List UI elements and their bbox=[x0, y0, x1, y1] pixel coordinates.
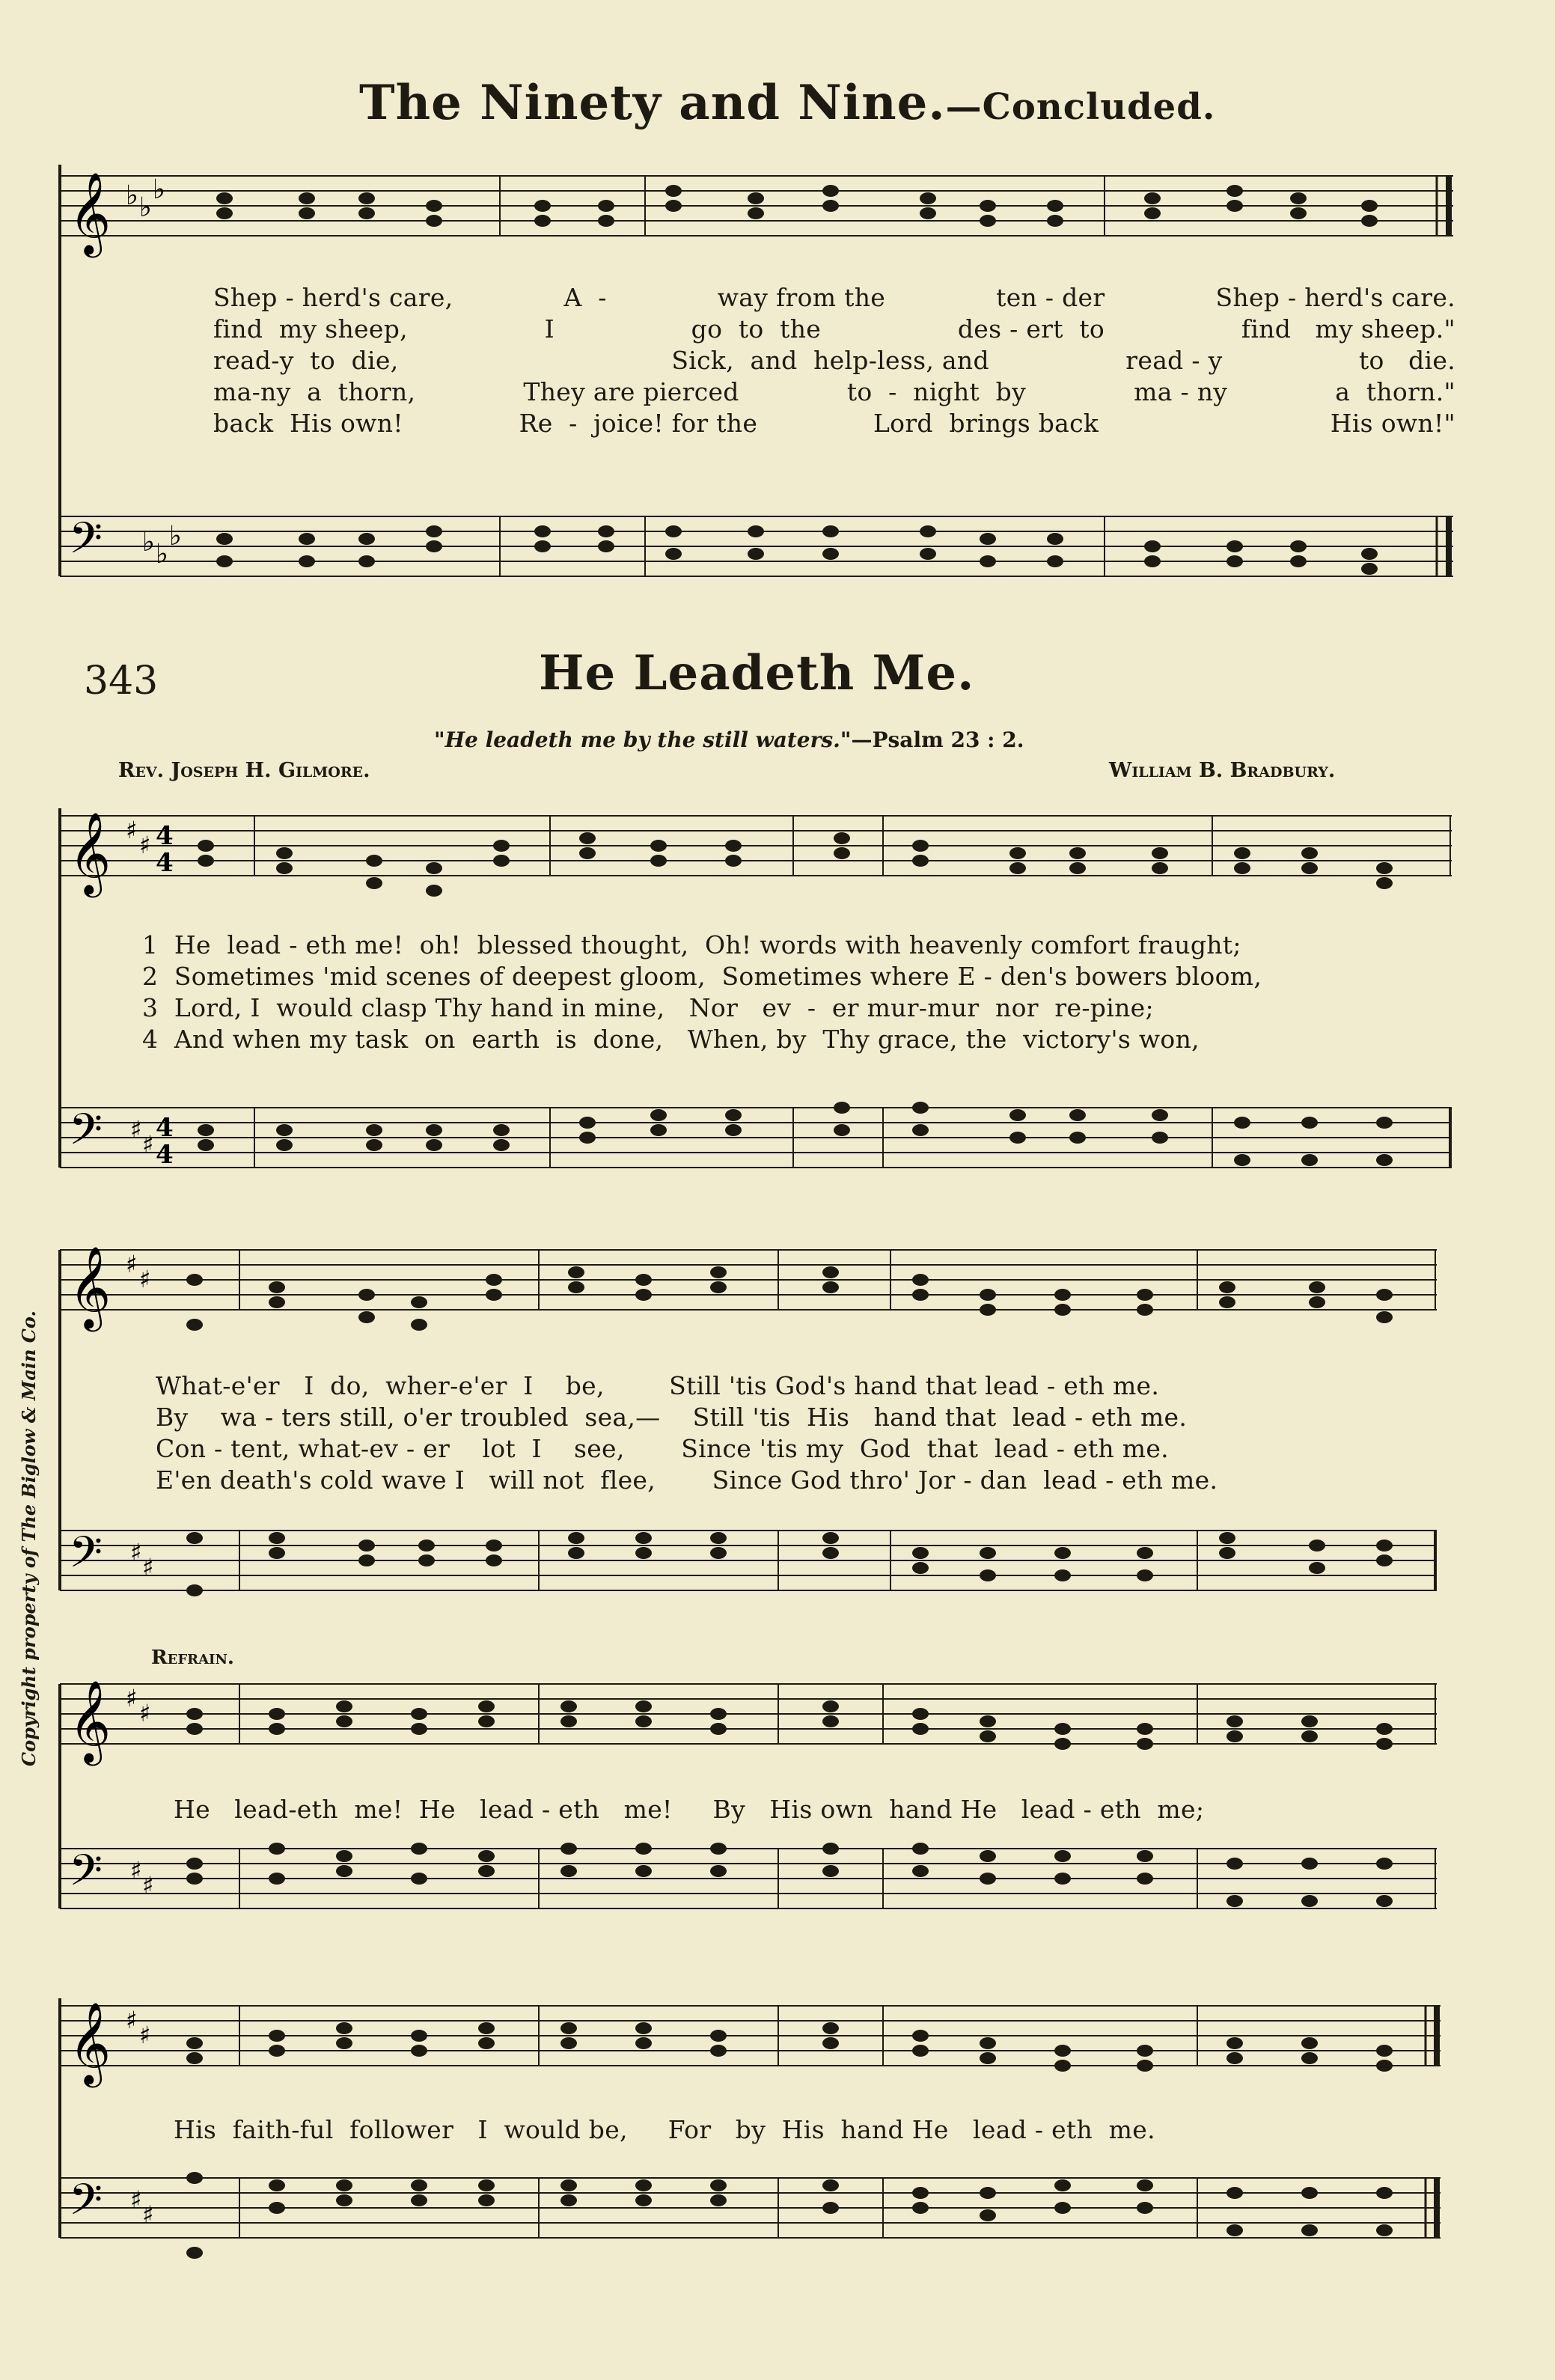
treble-staff-3 bbox=[0, 1242, 1555, 1332]
svg-text:♭: ♭ bbox=[142, 527, 155, 558]
lyric-line: Shep - herd's care, A - way from the ten - der Shep - herd's care. bbox=[213, 283, 1455, 312]
lyric-line: read-y to die, Sick, and help-less, and read - y to die. bbox=[213, 346, 1455, 375]
svg-text:𝄞: 𝄞 bbox=[69, 812, 111, 894]
svg-text:♭: ♭ bbox=[139, 192, 152, 223]
svg-text:♭: ♭ bbox=[169, 521, 182, 552]
svg-text:♯: ♯ bbox=[126, 1684, 138, 1712]
bass-staff-4 bbox=[0, 1841, 1555, 1931]
svg-text:♭: ♭ bbox=[156, 539, 168, 570]
svg-text:4: 4 bbox=[156, 848, 174, 878]
svg-text:𝄢: 𝄢 bbox=[69, 1104, 103, 1165]
verse-block-a bbox=[142, 930, 1262, 1056]
svg-text:♯: ♯ bbox=[130, 1856, 142, 1885]
svg-text:𝄢: 𝄢 bbox=[69, 1527, 103, 1588]
lyrics-block-1 bbox=[213, 283, 1455, 440]
svg-text:♯: ♯ bbox=[142, 1871, 154, 1900]
svg-text:♯: ♯ bbox=[139, 1699, 151, 1727]
svg-text:𝄞: 𝄞 bbox=[69, 2002, 111, 2084]
verse-line-1: 1 He lead - eth me! oh! blessed thought, Oh! words with heavenly comfort fraught; bbox=[142, 930, 1241, 959]
verse-line-2b: By wa - ters still, o'er troubled sea,— Still 'tis His hand that lead - eth me. bbox=[156, 1403, 1188, 1432]
svg-text:♯: ♯ bbox=[126, 2006, 138, 2034]
svg-text:𝄞: 𝄞 bbox=[69, 1680, 111, 1763]
hymn-title-he-leadeth-me: He Leadeth Me. bbox=[539, 645, 975, 701]
svg-text:4: 4 bbox=[156, 1113, 174, 1143]
verse-line-4b: E'en death's cold wave I will not flee, Since God thro' Jor - dan lead - eth me. bbox=[156, 1465, 1218, 1495]
refrain-line-2: His faith-ful follower I would be, For by His hand He lead - eth me. bbox=[174, 2115, 1155, 2144]
svg-text:♯: ♯ bbox=[130, 1538, 142, 1566]
composer-credit: William B. Bradbury. bbox=[1109, 759, 1336, 782]
hymn-number: 343 bbox=[84, 659, 159, 704]
svg-text:♯: ♯ bbox=[142, 1130, 154, 1159]
svg-text:♯: ♯ bbox=[139, 831, 151, 859]
svg-text:𝄢: 𝄢 bbox=[69, 2174, 103, 2236]
scripture-reference: —Psalm 23 : 2. bbox=[851, 727, 1024, 752]
svg-text:𝄢: 𝄢 bbox=[69, 1845, 103, 1906]
treble-staff-1 bbox=[0, 168, 1555, 258]
svg-text:♭: ♭ bbox=[153, 174, 165, 205]
copyright-text: Copyright property of The Biglow & Main Co. bbox=[18, 1310, 40, 1766]
refrain-line-1: He lead-eth me! He lead - eth me! By His own hand He lead - eth me; bbox=[174, 1795, 1205, 1824]
svg-text:♯: ♯ bbox=[130, 2185, 142, 2214]
svg-text:𝄞: 𝄞 bbox=[69, 172, 111, 254]
svg-text:♯: ♯ bbox=[126, 816, 138, 844]
verse-line-1b: What-e'er I do, wher-e'er I be, Still 'tis God's hand that lead - eth me. bbox=[156, 1371, 1160, 1400]
copyright-sidebar bbox=[18, 1310, 40, 1766]
treble-staff-2 bbox=[0, 808, 1555, 898]
title-suffix: —Concluded. bbox=[945, 86, 1216, 128]
verse-line-2: 2 Sometimes 'mid scenes of deepest gloom, Sometimes where E - den's bowers bloom, bbox=[142, 962, 1262, 991]
lyric-line: find my sheep, I go to the des - ert to find my sheep." bbox=[213, 314, 1455, 344]
svg-text:♯: ♯ bbox=[142, 2200, 154, 2229]
svg-text:♯: ♯ bbox=[139, 2021, 151, 2049]
verse-line-4: 4 And when my task on earth is done, When, by Thy grace, the victory's won, bbox=[142, 1025, 1200, 1054]
lyric-line: ma-ny a thorn, They are pierced to - night by ma - ny a thorn." bbox=[213, 377, 1455, 406]
verse-line-3b: Con - tent, what-ev - er lot I see, Since 'tis my God that lead - eth me. bbox=[156, 1434, 1169, 1463]
svg-text:♭: ♭ bbox=[126, 180, 138, 211]
bass-staff-3 bbox=[0, 1523, 1555, 1613]
treble-staff-4 bbox=[0, 1676, 1555, 1766]
svg-text:♯: ♯ bbox=[139, 1265, 151, 1293]
svg-text:4: 4 bbox=[156, 821, 174, 851]
treble-staff-5 bbox=[0, 1998, 1555, 2088]
title-main: The Ninety and Nine. bbox=[359, 75, 946, 131]
svg-text:4: 4 bbox=[156, 1140, 174, 1170]
scripture-line bbox=[434, 727, 1024, 752]
verse-block-b bbox=[156, 1371, 1218, 1497]
svg-text:𝄢: 𝄢 bbox=[69, 513, 103, 574]
lyricist-credit: Rev. Joseph H. Gilmore. bbox=[118, 759, 370, 782]
svg-text:♯: ♯ bbox=[130, 1115, 142, 1144]
hymn-title-ninety-and-nine bbox=[359, 75, 1215, 131]
svg-text:♯: ♯ bbox=[142, 1553, 154, 1581]
svg-text:♯: ♯ bbox=[126, 1250, 138, 1278]
refrain-label: Refrain. bbox=[151, 1647, 234, 1669]
scripture-quote: "He leadeth me by the still waters." bbox=[434, 727, 852, 752]
bass-staff-1 bbox=[0, 509, 1555, 599]
bass-staff-5 bbox=[0, 2170, 1555, 2283]
bass-staff-2 bbox=[0, 1100, 1555, 1190]
verse-line-3: 3 Lord, I would clasp Thy hand in mine, Nor ev - er mur-mur nor re-pine; bbox=[142, 993, 1154, 1022]
lyric-line: back His own! Re - joice! for the Lord brings back His own!" bbox=[213, 409, 1455, 438]
svg-text:𝄞: 𝄞 bbox=[69, 1246, 111, 1328]
